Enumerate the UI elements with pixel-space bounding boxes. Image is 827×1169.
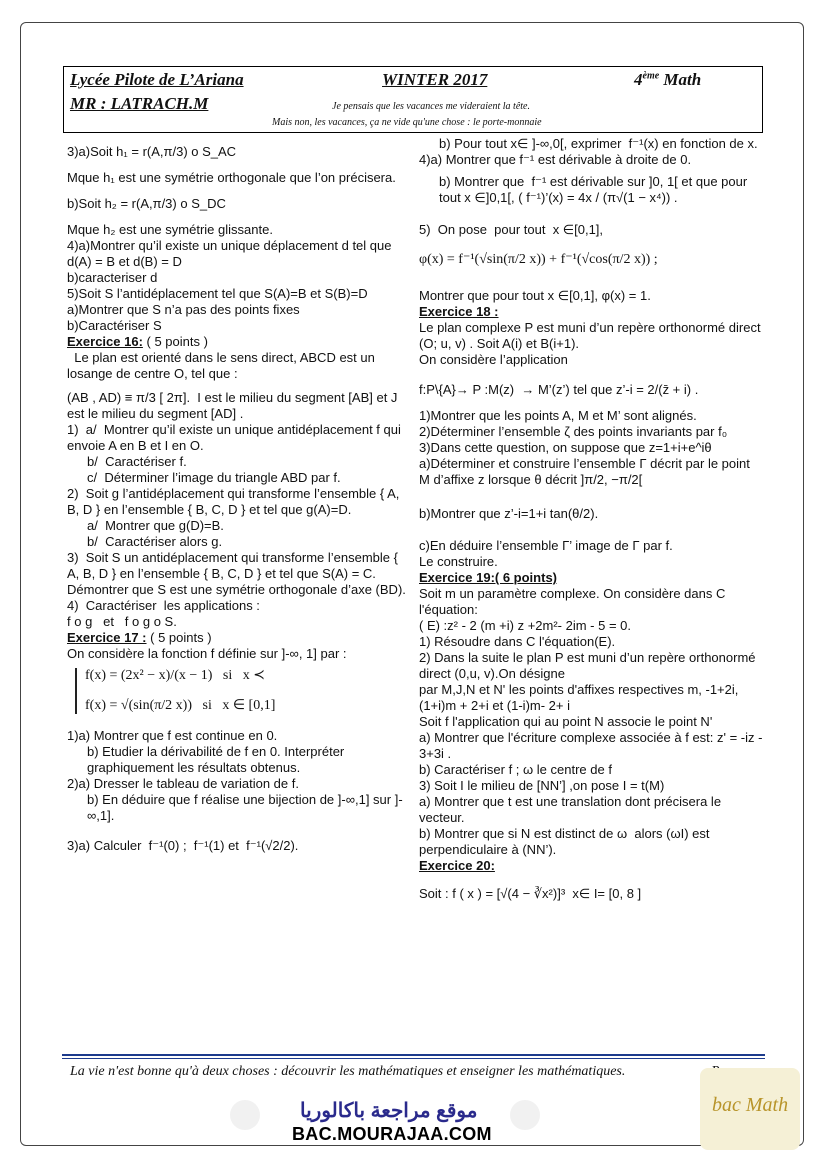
text-line: b)Montrer que z’-i=1+i tan(θ/2). xyxy=(419,506,599,521)
header-quote-2: Mais non, les vacances, ça ne vide qu'une chose : le porte-monnaie xyxy=(272,117,542,128)
text-line: 2)Déterminer l’ensemble ζ des points invariants par f₀ xyxy=(419,424,728,439)
footer-quote: La vie n'est bonne qu'à deux choses : découvrir les mathématiques et enseigner les mathématiques. xyxy=(70,1064,626,1079)
text-line: b) Etudier la dérivabilité de f en 0. Interpréter graphiquement les résultats obtenus. xyxy=(87,744,348,775)
exercise-16-points: ( 5 points ) xyxy=(142,334,208,349)
text-line: Mque h₂ est une symétrie glissante. xyxy=(67,222,273,237)
school-name: Lycée Pilote de L’Ariana xyxy=(70,70,244,89)
text-line: b/ Caractériser alors g. xyxy=(87,534,223,549)
site-logo-icon xyxy=(230,1100,260,1130)
left-column xyxy=(67,136,407,854)
level-num: 4 xyxy=(634,70,643,89)
text-line: 3) Soit I le milieu de [NN’] ,on pose I = t(M) xyxy=(419,778,665,793)
formula-line: φ(x) = f⁻¹(√sin(π/2 x)) + f⁻¹(√cos(π/2 x)) ; xyxy=(419,252,658,267)
text-line: 4)a) Montrer que f⁻¹ est dérivable à droite de 0. xyxy=(419,152,692,167)
text-line: a)Montrer que S n’a pas des points fixes xyxy=(67,302,300,317)
text-line: c/ Déterminer l’image du triangle ABD par f. xyxy=(87,470,341,485)
text-line: 4) Caractériser les applications : xyxy=(67,598,260,613)
text-line: a/ Montrer que g(D)=B. xyxy=(87,518,224,533)
text-line: Le plan est orienté dans le sens direct, ABCD est un losange de centre O, tel que : xyxy=(67,350,379,381)
text-line: 1)a) Montrer que f est continue en 0. xyxy=(67,728,278,743)
text-line: c)En déduire l’ensemble Γ’ image de Γ par f. xyxy=(419,538,673,553)
text-line: 1) Résoudre dans C l'équation(E). xyxy=(419,634,616,649)
text-line: b) Montrer que f⁻¹ est dérivable sur ]0, 1[ et que pour tout x ∈]0,1[, ( f⁻¹)’(x) = 4x / (π√(1 − x⁴)) . xyxy=(439,174,751,205)
footer-rule xyxy=(62,1054,765,1056)
text-line: b)Soit h₂ = r(A,π/3) o S_DC xyxy=(67,196,226,211)
header-quote-1: Je pensais que les vacances me videraient la tête. xyxy=(332,101,530,112)
text-line: par M,J,N et N' les points d'affixes respectives m, -1+2i, (1+i)m + 2+i et (1-i)m- 2+ i xyxy=(419,682,743,713)
header-box xyxy=(63,66,763,133)
text-line: b)Caractériser S xyxy=(67,318,162,333)
text-line: ( E) :z² - 2 (m +i) z +2m²- 2im - 5 = 0. xyxy=(419,618,631,633)
bac-math-logo-text: bac Math xyxy=(712,1094,789,1116)
level-label xyxy=(634,70,701,90)
exercise-20-title: Exercice 20: xyxy=(419,858,495,873)
text-line: 4)a)Montrer qu’il existe un unique déplacement d tel que d(A) = B et d(B) = D xyxy=(67,238,396,269)
text-line: 2) Dans la suite le plan P est muni d’un repère orthonormé direct (0,u, v).On désigne xyxy=(419,650,760,681)
piecewise-function xyxy=(75,668,407,714)
level-subject: Math xyxy=(659,70,702,89)
text-line: a) Montrer que l'écriture complexe associée à f est: z' = -iz - 3+3i . xyxy=(419,730,767,761)
text-line: 3) Soit S un antidéplacement qui transforme l’ensemble { A, B, D } en l’ensemble { B, C, D } et tel que S(A) = C. Démontrer que S est une symétrie orthogonale d’axe (BD). xyxy=(67,550,406,597)
exercise-18-title: Exercice 18 : xyxy=(419,304,499,319)
text-line: a) Montrer que t est une translation dont précisera le vecteur. xyxy=(419,794,725,825)
text-line: Le plan complexe P est muni d’un repère orthonormé direct (O; u, v) . Soit A(i) et B(i+1). xyxy=(419,320,765,351)
site-logo-icon xyxy=(510,1100,540,1130)
text-line: 2) Soit g l’antidéplacement qui transforme l’ensemble { A, B, D } en l’ensemble { B, C, D } et tel que g(A)=D. xyxy=(67,486,404,517)
text-line: Montrer que pour tout x ∈[0,1], φ(x) = 1. xyxy=(419,288,651,303)
teacher-name: MR : LATRACH.M xyxy=(70,94,209,113)
footer-rule xyxy=(62,1058,765,1059)
right-column xyxy=(419,136,767,902)
exercise-16-title: Exercice 16: xyxy=(67,334,143,349)
text-line: On considère la fonction f définie sur ]-∞, 1] par : xyxy=(67,646,347,661)
exercise-16-heading xyxy=(67,334,407,350)
text-line: 1) a/ Montrer qu’il existe un unique antidéplacement f qui envoie A en B et I en O. xyxy=(67,422,405,453)
text-line: Soit : f ( x ) = [√(4 − ∛x²)]³ x∈ I= [0, 8 ] xyxy=(419,886,642,901)
text-line: Mque h₁ est une symétrie orthogonale que l’on précisera. xyxy=(67,170,396,185)
formula-line: f(x) = (2x² − x)/(x − 1) si x ≺ xyxy=(85,668,265,683)
text-line: 5) On pose pour tout x ∈[0,1], xyxy=(419,222,604,237)
text-line: b) Pour tout x∈ ]-∞,0[, exprimer f⁻¹(x) en fonction de x. xyxy=(439,136,758,151)
text-line: f o g et f o g o S. xyxy=(67,614,177,629)
text-line: f:P\{A}→ P :M(z) → M’(z’) tel que z’-i = 2/(z̄ + i) . xyxy=(419,382,699,397)
text-line: 3)a) Calculer f⁻¹(0) ; f⁻¹(1) et f⁻¹(√2/2). xyxy=(67,838,299,853)
session-title: WINTER 2017 xyxy=(382,70,488,89)
text-line: b) Montrer que si N est distinct de ω alors (ωI) est perpendiculaire à (NN’). xyxy=(419,826,714,857)
text-line: Le construire. xyxy=(419,554,498,569)
text-line: b)caracteriser d xyxy=(67,270,158,285)
text-line: 5)Soit S l’antidéplacement tel que S(A)=B et S(B)=D xyxy=(67,286,368,301)
text-line: Soit m un paramètre complexe. On considère dans C l'équation: xyxy=(419,586,729,617)
text-line: On considère l’application xyxy=(419,352,568,367)
exercise-17-points: ( 5 points ) xyxy=(146,630,212,645)
text-line: (AB , AD) ≡ π/3 [ 2π]. I est le milieu du segment [AB] et J est le milieu du segment [AD] . xyxy=(67,390,402,421)
text-line: a)Déterminer et construire l’ensemble Γ décrit par le point M d’affixe z lorsque θ décrit ]π/2, −π/2[ xyxy=(419,456,754,487)
text-line: Soit f l'application qui au point N associe le point N' xyxy=(419,714,713,729)
text-line: b) En déduire que f réalise une bijection de ]-∞,1] sur ]-∞,1]. xyxy=(87,792,403,823)
site-url[interactable]: BAC.MOURAJAA.COM xyxy=(292,1124,492,1144)
text-line: 1)Montrer que les points A, M et M’ sont alignés. xyxy=(419,408,697,423)
text-line: 2)a) Dresser le tableau de variation de f. xyxy=(67,776,299,791)
text-line: b) Caractériser f ; ω le centre de f xyxy=(419,762,612,777)
exercise-17-heading xyxy=(67,630,407,646)
site-name-arabic[interactable]: موقع مراجعة باكالوريا xyxy=(300,1100,478,1122)
text-line: b/ Caractériser f. xyxy=(87,454,187,469)
exercise-17-title: Exercice 17 : xyxy=(67,630,147,645)
exercise-19-title: Exercice 19:( 6 points) xyxy=(419,570,557,585)
level-sup: ème xyxy=(642,70,660,82)
text-line: 3)Dans cette question, on suppose que z=1+i+e^iθ xyxy=(419,440,712,455)
formula-line: f(x) = √(sin(π/2 x)) si x ∈ [0,1] xyxy=(85,698,276,713)
text-line: 3)a)Soit h₁ = r(A,π/3) o S_AC xyxy=(67,144,237,159)
